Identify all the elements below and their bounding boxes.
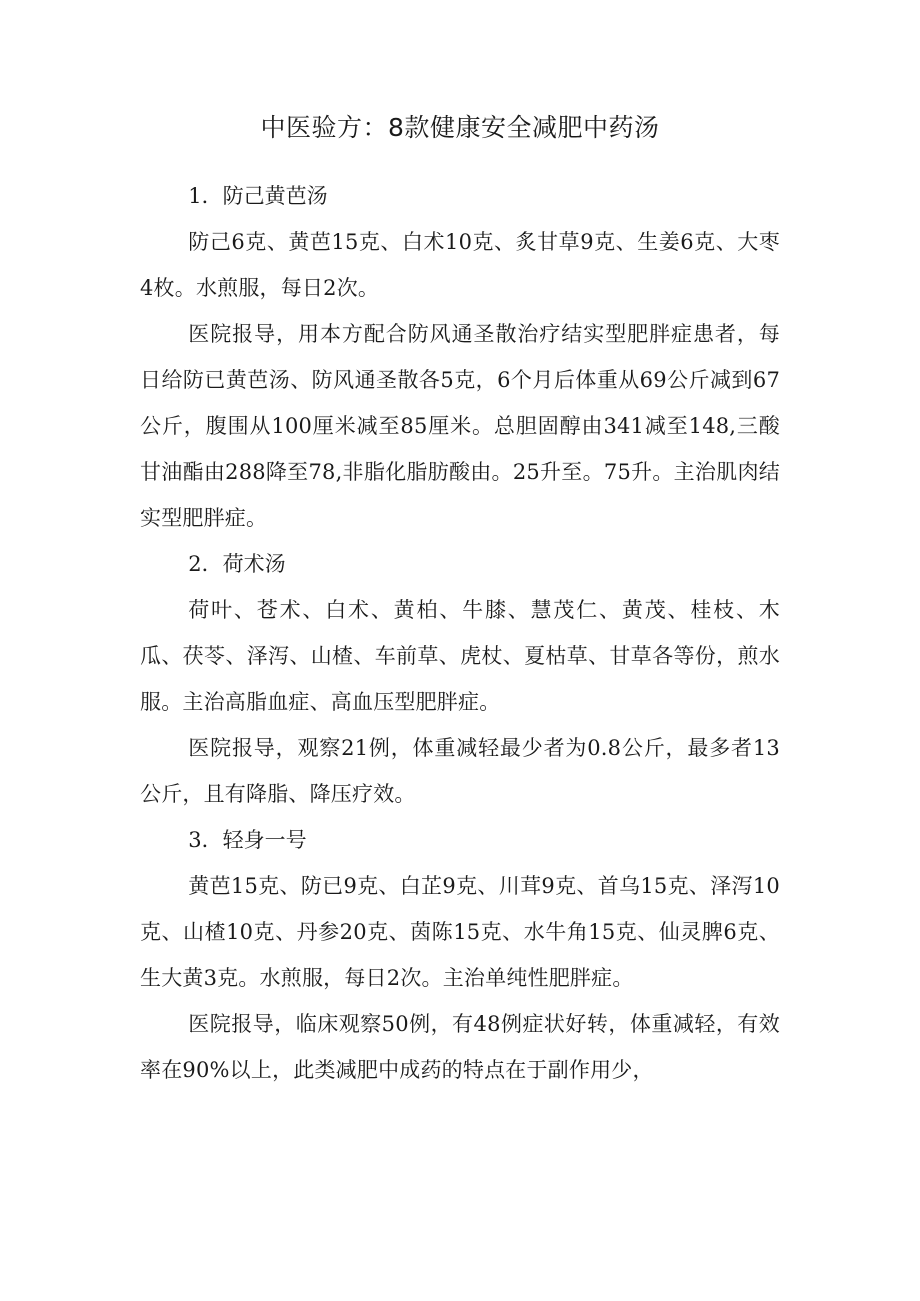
paragraph: 荷叶、苍术、白术、黄柏、牛膝、慧茂仁、黄茂、桂枝、木瓜、茯苓、泽泻、山楂、车前草、虎杖、夏枯草、甘草各等份，煎水服。主治高脂血症、高血压型肥胖症。	[140, 598, 780, 714]
paragraph: 黄芭15克、防已9克、白芷9克、川茸9克、首乌15克、泽泻10克、山楂10克、丹参20克、茵陈15克、水牛角15克、仙灵脾6克、生大黄3克。水煎服，每日2次。主治单纯性肥胖症。	[140, 874, 780, 990]
section-heading: 2．荷术汤	[188, 552, 286, 576]
paragraph: 医院报导，观察21例，体重减轻最少者为0.8公斤，最多者13公斤，且有降脂、降压疗效。	[140, 736, 780, 806]
section-heading: 1．防己黄芭汤	[188, 184, 328, 208]
document-title: 中医验方：8款健康安全减肥中药汤	[260, 113, 660, 142]
paragraph: 医院报导，用本方配合防风通圣散治疗结实型肥胖症患者，每日给防已黄芭汤、防风通圣散各5克，6个月后体重从69公斤减到67公斤，腹围从100厘米减至85厘米。总胆固醇由341减至148,三酸甘油酯由288降至78,非脂化脂肪酸由。25升至。75升。主治肌肉结实型肥胖症。	[140, 322, 781, 530]
section-2	[140, 541, 780, 817]
section-3	[140, 817, 780, 1093]
section-heading: 3．轻身一号	[188, 828, 307, 852]
paragraph: 防己6克、黄芭15克、白术10克、炙甘草9克、生姜6克、大枣4枚。水煎服，每日2次。	[140, 230, 780, 300]
section-1	[140, 173, 780, 541]
paragraph: 医院报导，临床观察50例，有48例症状好转，体重减轻，有效率在90%以上，此类减肥中成药的特点在于副作用少，	[140, 1012, 780, 1082]
